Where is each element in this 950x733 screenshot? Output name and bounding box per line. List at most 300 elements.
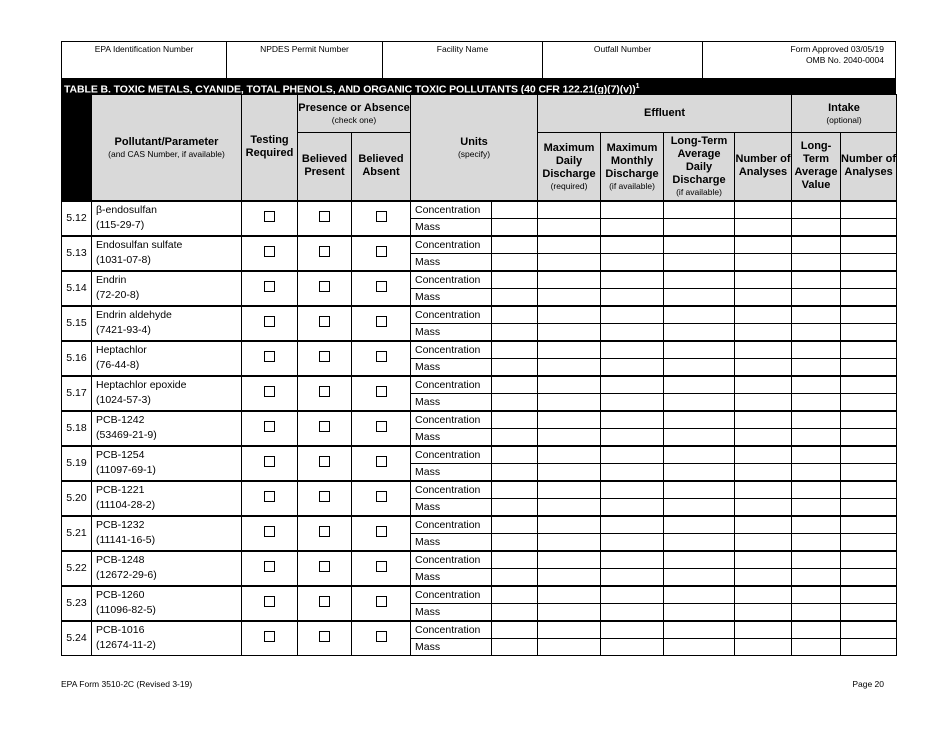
value-field[interactable] (664, 428, 735, 446)
testing-required-cell (242, 481, 298, 516)
page-number: Page 20 (852, 679, 884, 689)
value-field[interactable] (538, 568, 601, 586)
testing-required-cell (242, 516, 298, 551)
row-number: 5.20 (62, 481, 92, 516)
value-field[interactable] (538, 323, 601, 341)
unit-spec-field[interactable] (492, 463, 538, 481)
value-field[interactable] (792, 323, 841, 341)
value-field[interactable] (664, 533, 735, 551)
believed-absent-checkbox[interactable] (376, 351, 387, 362)
value-field[interactable] (538, 288, 601, 306)
value-field[interactable] (841, 271, 897, 289)
pollutant-name: PCB-1254 (11097-69-1) (92, 446, 242, 481)
value-field[interactable] (664, 411, 735, 429)
value-field[interactable] (792, 271, 841, 289)
value-field[interactable] (538, 428, 601, 446)
unit-label-concentration: Concentration (411, 236, 492, 254)
value-field[interactable] (601, 533, 664, 551)
believed-absent-cell (352, 341, 411, 376)
believed-absent-checkbox[interactable] (376, 316, 387, 327)
unit-spec-field[interactable] (492, 306, 538, 324)
testing-required-cell (242, 411, 298, 446)
value-field[interactable] (792, 498, 841, 516)
pollutant-name: PCB-1260 (11096-82-5) (92, 586, 242, 621)
table-row (62, 271, 897, 289)
value-field[interactable] (538, 253, 601, 271)
value-field[interactable] (664, 603, 735, 621)
value-field[interactable] (735, 341, 792, 359)
value-field[interactable] (664, 306, 735, 324)
believed-present-checkbox[interactable] (319, 316, 330, 327)
identification-bar (61, 41, 896, 79)
testing-required-cell (242, 446, 298, 481)
value-field[interactable] (792, 201, 841, 219)
value-field[interactable] (664, 638, 735, 655)
believed-present-cell (298, 586, 352, 621)
intake-header: Intake (optional) (792, 95, 897, 133)
believed-present-checkbox[interactable] (319, 491, 330, 502)
unit-label-concentration: Concentration (411, 306, 492, 324)
pollutant-header: Pollutant/Parameter (and CAS Number, if available) (92, 95, 242, 201)
value-field[interactable] (735, 358, 792, 376)
unit-spec-field[interactable] (492, 271, 538, 289)
value-field[interactable] (841, 306, 897, 324)
row-number: 5.22 (62, 551, 92, 586)
value-field[interactable] (841, 323, 897, 341)
believed-present-cell (298, 551, 352, 586)
unit-spec-field[interactable] (492, 498, 538, 516)
value-field[interactable] (735, 218, 792, 236)
value-field[interactable] (601, 621, 664, 639)
believed-absent-checkbox[interactable] (376, 561, 387, 572)
value-field[interactable] (841, 638, 897, 655)
unit-spec-field[interactable] (492, 603, 538, 621)
value-field[interactable] (735, 551, 792, 569)
believed-absent-checkbox[interactable] (376, 631, 387, 642)
value-field[interactable] (735, 463, 792, 481)
testing-required-checkbox[interactable] (264, 491, 275, 502)
value-field[interactable] (601, 446, 664, 464)
value-field[interactable] (792, 638, 841, 655)
value-field[interactable] (792, 568, 841, 586)
unit-spec-field[interactable] (492, 551, 538, 569)
value-field[interactable] (792, 306, 841, 324)
value-field[interactable] (735, 376, 792, 394)
testing-required-checkbox[interactable] (264, 596, 275, 607)
value-field[interactable] (735, 621, 792, 639)
testing-required-checkbox[interactable] (264, 246, 275, 257)
testing-required-cell (242, 621, 298, 656)
pollutant-name: PCB-1221 (11104-28-2) (92, 481, 242, 516)
value-field[interactable] (735, 393, 792, 411)
value-field[interactable] (601, 638, 664, 655)
believed-present-checkbox[interactable] (319, 631, 330, 642)
npdes-permit-field[interactable]: NPDES Permit Number (227, 42, 383, 78)
table-row (62, 236, 897, 254)
value-field[interactable] (538, 411, 601, 429)
value-field[interactable] (735, 288, 792, 306)
believed-present-cell (298, 271, 352, 306)
effluent-header: Effluent (538, 95, 792, 133)
unit-label-concentration: Concentration (411, 201, 492, 219)
unit-spec-field[interactable] (492, 218, 538, 236)
value-field[interactable] (841, 218, 897, 236)
testing-required-checkbox[interactable] (264, 456, 275, 467)
unit-label-concentration: Concentration (411, 411, 492, 429)
value-field[interactable] (735, 306, 792, 324)
row-number: 5.12 (62, 201, 92, 236)
value-field[interactable] (664, 253, 735, 271)
value-field[interactable] (841, 428, 897, 446)
unit-label-mass: Mass (411, 253, 492, 271)
value-field[interactable] (664, 236, 735, 254)
unit-label-mass: Mass (411, 568, 492, 586)
value-field[interactable] (538, 271, 601, 289)
testing-required-cell (242, 376, 298, 411)
unit-spec-field[interactable] (492, 516, 538, 534)
believed-absent-checkbox[interactable] (376, 526, 387, 537)
value-field[interactable] (601, 236, 664, 254)
value-field[interactable] (841, 498, 897, 516)
unit-spec-field[interactable] (492, 393, 538, 411)
value-field[interactable] (664, 358, 735, 376)
value-field[interactable] (735, 201, 792, 219)
value-field[interactable] (735, 568, 792, 586)
value-field[interactable] (841, 393, 897, 411)
value-field[interactable] (664, 621, 735, 639)
outfall-number-field[interactable]: Outfall Number (543, 42, 703, 78)
value-field[interactable] (538, 551, 601, 569)
value-field[interactable] (841, 446, 897, 464)
value-field[interactable] (735, 323, 792, 341)
unit-label-concentration: Concentration (411, 376, 492, 394)
value-field[interactable] (792, 603, 841, 621)
believed-present-checkbox[interactable] (319, 351, 330, 362)
believed-present-checkbox[interactable] (319, 526, 330, 537)
value-field[interactable] (841, 201, 897, 219)
value-field[interactable] (735, 498, 792, 516)
value-field[interactable] (735, 603, 792, 621)
value-field[interactable] (841, 411, 897, 429)
value-field[interactable] (841, 463, 897, 481)
table-row (62, 621, 897, 639)
value-field[interactable] (792, 463, 841, 481)
row-number-header (62, 95, 92, 201)
believed-present-cell (298, 516, 352, 551)
value-field[interactable] (664, 446, 735, 464)
testing-required-cell (242, 341, 298, 376)
value-field[interactable] (664, 586, 735, 604)
value-field[interactable] (664, 516, 735, 534)
value-field[interactable] (735, 638, 792, 655)
value-field[interactable] (538, 586, 601, 604)
believed-absent-cell (352, 236, 411, 271)
believed-absent-cell (352, 376, 411, 411)
unit-spec-field[interactable] (492, 481, 538, 499)
value-field[interactable] (735, 411, 792, 429)
presence-absence-header: Presence or Absence (check one) (298, 95, 411, 133)
value-field[interactable] (664, 218, 735, 236)
value-field[interactable] (792, 621, 841, 639)
unit-spec-field[interactable] (492, 586, 538, 604)
believed-present-cell (298, 306, 352, 341)
testing-required-checkbox[interactable] (264, 316, 275, 327)
value-field[interactable] (735, 446, 792, 464)
value-field[interactable] (735, 236, 792, 254)
row-number: 5.17 (62, 376, 92, 411)
unit-spec-field[interactable] (492, 376, 538, 394)
value-field[interactable] (601, 603, 664, 621)
value-field[interactable] (538, 341, 601, 359)
value-field[interactable] (841, 253, 897, 271)
value-field[interactable] (538, 358, 601, 376)
value-field[interactable] (538, 446, 601, 464)
value-field[interactable] (841, 376, 897, 394)
value-field[interactable] (664, 393, 735, 411)
value-field[interactable] (841, 481, 897, 499)
believed-absent-cell (352, 621, 411, 656)
value-field[interactable] (601, 201, 664, 219)
value-field[interactable] (664, 481, 735, 499)
unit-spec-field[interactable] (492, 428, 538, 446)
row-number: 5.13 (62, 236, 92, 271)
value-field[interactable] (538, 498, 601, 516)
value-field[interactable] (664, 463, 735, 481)
value-field[interactable] (664, 271, 735, 289)
value-field[interactable] (841, 586, 897, 604)
testing-required-checkbox[interactable] (264, 386, 275, 397)
testing-required-cell (242, 306, 298, 341)
testing-required-checkbox[interactable] (264, 561, 275, 572)
value-field[interactable] (792, 481, 841, 499)
row-number: 5.18 (62, 411, 92, 446)
unit-label-mass: Mass (411, 603, 492, 621)
value-field[interactable] (841, 533, 897, 551)
unit-spec-field[interactable] (492, 288, 538, 306)
value-field[interactable] (538, 201, 601, 219)
value-field[interactable] (601, 551, 664, 569)
value-field[interactable] (601, 306, 664, 324)
testing-required-checkbox[interactable] (264, 526, 275, 537)
unit-spec-field[interactable] (492, 253, 538, 271)
believed-present-checkbox[interactable] (319, 281, 330, 292)
row-number: 5.21 (62, 516, 92, 551)
unit-spec-field[interactable] (492, 358, 538, 376)
value-field[interactable] (601, 323, 664, 341)
believed-absent-checkbox[interactable] (376, 281, 387, 292)
value-field[interactable] (538, 218, 601, 236)
value-field[interactable] (792, 358, 841, 376)
value-field[interactable] (538, 306, 601, 324)
value-field[interactable] (664, 288, 735, 306)
value-field[interactable] (601, 498, 664, 516)
value-field[interactable] (538, 376, 601, 394)
believed-present-checkbox[interactable] (319, 211, 330, 222)
believed-absent-checkbox[interactable] (376, 211, 387, 222)
value-field[interactable] (792, 236, 841, 254)
value-field[interactable] (792, 446, 841, 464)
unit-spec-field[interactable] (492, 621, 538, 639)
believed-present-header: Believed Present (298, 133, 352, 201)
testing-required-checkbox[interactable] (264, 211, 275, 222)
value-field[interactable] (841, 603, 897, 621)
intake-num-analyses-header: Number of Analyses (841, 133, 897, 201)
pollutant-name: Endosulfan sulfate (1031-07-8) (92, 236, 242, 271)
value-field[interactable] (792, 376, 841, 394)
value-field[interactable] (792, 411, 841, 429)
value-field[interactable] (538, 481, 601, 499)
believed-absent-checkbox[interactable] (376, 386, 387, 397)
pollutant-name: Heptachlor (76-44-8) (92, 341, 242, 376)
epa-id-field[interactable]: EPA Identification Number (62, 42, 227, 78)
value-field[interactable] (601, 568, 664, 586)
value-field[interactable] (601, 481, 664, 499)
value-field[interactable] (601, 393, 664, 411)
believed-present-cell (298, 411, 352, 446)
believed-absent-checkbox[interactable] (376, 491, 387, 502)
value-field[interactable] (841, 621, 897, 639)
testing-required-checkbox[interactable] (264, 351, 275, 362)
believed-absent-checkbox[interactable] (376, 596, 387, 607)
pollutant-name: PCB-1016 (12674-11-2) (92, 621, 242, 656)
unit-spec-field[interactable] (492, 341, 538, 359)
testing-required-checkbox[interactable] (264, 281, 275, 292)
value-field[interactable] (792, 218, 841, 236)
unit-spec-field[interactable] (492, 533, 538, 551)
value-field[interactable] (538, 236, 601, 254)
value-field[interactable] (601, 428, 664, 446)
unit-spec-field[interactable] (492, 323, 538, 341)
value-field[interactable] (601, 516, 664, 534)
units-header: Units (specify) (411, 95, 538, 201)
value-field[interactable] (841, 236, 897, 254)
num-analyses-header: Number of Analyses (735, 133, 792, 201)
table-body (62, 201, 897, 656)
believed-absent-cell (352, 201, 411, 236)
value-field[interactable] (735, 586, 792, 604)
testing-required-checkbox[interactable] (264, 631, 275, 642)
believed-absent-checkbox[interactable] (376, 421, 387, 432)
max-daily-header: Maximum Daily Discharge (required) (538, 133, 601, 201)
value-field[interactable] (735, 253, 792, 271)
value-field[interactable] (841, 516, 897, 534)
value-field[interactable] (735, 481, 792, 499)
value-field[interactable] (792, 533, 841, 551)
value-field[interactable] (664, 498, 735, 516)
unit-spec-field[interactable] (492, 568, 538, 586)
row-number: 5.14 (62, 271, 92, 306)
value-field[interactable] (664, 568, 735, 586)
unit-label-mass: Mass (411, 393, 492, 411)
value-field[interactable] (601, 271, 664, 289)
facility-name-field[interactable]: Facility Name (383, 42, 543, 78)
value-field[interactable] (601, 218, 664, 236)
believed-absent-cell (352, 551, 411, 586)
value-field[interactable] (538, 533, 601, 551)
value-field[interactable] (664, 341, 735, 359)
value-field[interactable] (538, 516, 601, 534)
value-field[interactable] (601, 376, 664, 394)
value-field[interactable] (735, 271, 792, 289)
believed-absent-cell (352, 516, 411, 551)
believed-present-checkbox[interactable] (319, 596, 330, 607)
value-field[interactable] (735, 516, 792, 534)
unit-spec-field[interactable] (492, 201, 538, 219)
value-field[interactable] (664, 376, 735, 394)
believed-present-cell (298, 481, 352, 516)
unit-spec-field[interactable] (492, 446, 538, 464)
unit-label-concentration: Concentration (411, 341, 492, 359)
testing-required-checkbox[interactable] (264, 421, 275, 432)
value-field[interactable] (601, 358, 664, 376)
pollutant-name: Endrin (72-20-8) (92, 271, 242, 306)
unit-spec-field[interactable] (492, 638, 538, 655)
value-field[interactable] (538, 603, 601, 621)
unit-label-mass: Mass (411, 358, 492, 376)
value-field[interactable] (841, 358, 897, 376)
value-field[interactable] (601, 463, 664, 481)
believed-absent-checkbox[interactable] (376, 456, 387, 467)
value-field[interactable] (735, 428, 792, 446)
pollutant-name: β-endosulfan (115-29-7) (92, 201, 242, 236)
value-field[interactable] (792, 516, 841, 534)
unit-spec-field[interactable] (492, 411, 538, 429)
value-field[interactable] (792, 341, 841, 359)
value-field[interactable] (538, 393, 601, 411)
believed-present-checkbox[interactable] (319, 561, 330, 572)
value-field[interactable] (538, 638, 601, 655)
believed-present-cell (298, 621, 352, 656)
value-field[interactable] (664, 551, 735, 569)
value-field[interactable] (841, 568, 897, 586)
value-field[interactable] (538, 463, 601, 481)
believed-present-cell (298, 446, 352, 481)
believed-present-cell (298, 236, 352, 271)
value-field[interactable] (792, 428, 841, 446)
value-field[interactable] (792, 551, 841, 569)
believed-present-checkbox[interactable] (319, 421, 330, 432)
value-field[interactable] (841, 551, 897, 569)
testing-required-cell (242, 201, 298, 236)
believed-present-checkbox[interactable] (319, 456, 330, 467)
value-field[interactable] (792, 288, 841, 306)
unit-spec-field[interactable] (492, 236, 538, 254)
value-field[interactable] (601, 586, 664, 604)
unit-label-concentration: Concentration (411, 271, 492, 289)
believed-present-checkbox[interactable] (319, 386, 330, 397)
value-field[interactable] (735, 533, 792, 551)
value-field[interactable] (841, 288, 897, 306)
value-field[interactable] (841, 341, 897, 359)
believed-absent-header: Believed Absent (352, 133, 411, 201)
value-field[interactable] (601, 341, 664, 359)
value-field[interactable] (601, 253, 664, 271)
believed-absent-checkbox[interactable] (376, 246, 387, 257)
value-field[interactable] (601, 288, 664, 306)
table-row (62, 376, 897, 394)
value-field[interactable] (538, 621, 601, 639)
believed-absent-cell (352, 411, 411, 446)
value-field[interactable] (664, 201, 735, 219)
unit-label-concentration: Concentration (411, 481, 492, 499)
value-field[interactable] (792, 253, 841, 271)
believed-present-checkbox[interactable] (319, 246, 330, 257)
value-field[interactable] (792, 393, 841, 411)
value-field[interactable] (792, 586, 841, 604)
unit-label-mass: Mass (411, 533, 492, 551)
value-field[interactable] (601, 411, 664, 429)
value-field[interactable] (664, 323, 735, 341)
